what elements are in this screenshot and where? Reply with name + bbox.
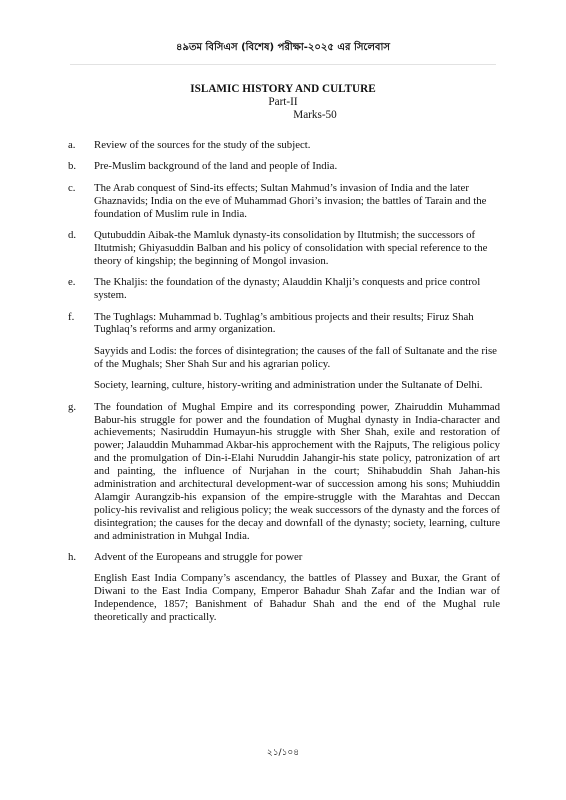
item-text: The Arab conquest of Sind-its effects; Sultan Mahmud’s invasion of India and the later Ghaznavids; India on the eve of Muhammad Ghori’s invasion; the battles of Tarain and the foundation of Muslim rule in India. [94, 181, 487, 220]
item-text: Advent of the Europeans and struggle for power [94, 551, 303, 564]
sub-paragraph: Sayyids and Lodis: the forces of disintegration; the causes of the fall of Sultanate and the rise of the Mughals; Sher Shah Sur and his agrarian policy. [94, 344, 497, 370]
list-item [68, 182, 500, 221]
list-item [68, 551, 500, 564]
marks-label: Marks-50 [293, 109, 337, 121]
list-item [68, 401, 500, 543]
list-item [68, 139, 500, 152]
section-title: ISLAMIC HISTORY AND CULTURE [190, 83, 376, 95]
item-text: The foundation of Mughal Empire and its corresponding power, Zhairuddin Muhammad Babur-his struggle for power and the foundation of Mughal dynasty in India-character and achievements; Nasiruddin Humayun-his struggle with Sher Shah, exile and restoration of power; Jalauddin Muhammad Akbar-his approchement with the Rajputs, The religious policy and the promulgation of Din-i-Elahi Nuruddin Jahangir-his state policy, patronization of art and painting, the influence of Nurjahan in the court; Shihabuddin Shah Jahan-his administration and architectural development-war of succession among his sons; Muhiuddin Alamgir Aurangzib-his expansion of the empire-struggle with the Marahtas and Deccan policy-his revivalist and religious policy; the weak successors of the dynasty and the forces of disintegration; the causes for the decay and downfall of the dynasty; society, learning, culture and administration in Muhgal India. [94, 400, 500, 542]
list-item [68, 276, 500, 302]
item-letter: g. [68, 400, 77, 413]
item-letter: e. [68, 276, 76, 289]
item-text: The Khaljis: the foundation of the dynasty; Alauddin Khalji’s conquests and price control system. [94, 276, 481, 302]
list-item [68, 160, 500, 173]
page-number: ২১/১০৪ [266, 748, 300, 758]
sub-paragraph: English East India Company’s ascendancy, the battles of Plassey and Buxar, the Grant of Diwani to the East India Company, Emperor Bahadur Shah Zafar and the Indian war of Independence, 1857; Banishment of Bahadur Shah and the end of the Mughal rule theoretically and practically. [94, 572, 500, 624]
item-text: Pre-Muslim background of the land and people of India. [94, 160, 338, 173]
header-divider [70, 64, 496, 65]
item-letter: c. [68, 181, 76, 194]
item-letter: d. [68, 229, 77, 242]
item-letter: h. [68, 551, 77, 564]
item-text: Qutubuddin Aibak-the Mamluk dynasty-its consolidation by Iltutmish; the successors of Iltutmish; Ghiyasuddin Balban and his policy of consolidation with special reference to the theory of kingship; the beginning of Mongol invasion. [94, 229, 488, 267]
item-letter: a. [68, 139, 76, 151]
item-letter: b. [68, 160, 77, 173]
item-text: The Tughlags: Muhammad b. Tughlag’s ambitious projects and their results; Firuz Shah Tughlaq’s reforms and army organization. [94, 310, 474, 336]
item-letter: f. [68, 310, 75, 323]
sub-paragraph: Society, learning, culture, history-writing and administration under the Sultanate of Delhi. [94, 379, 483, 392]
part-label: Part-II [268, 96, 298, 108]
section-title-block [0, 83, 566, 122]
syllabus-list [68, 139, 500, 633]
item-text: Review of the sources for the study of the subject. [94, 139, 311, 151]
running-header: ৪৯তম বিসিএস (বিশেষ) পরীক্ষা-২০২৫ এর সিলেবাস [176, 42, 390, 53]
list-item [68, 229, 500, 268]
list-item [68, 311, 500, 337]
